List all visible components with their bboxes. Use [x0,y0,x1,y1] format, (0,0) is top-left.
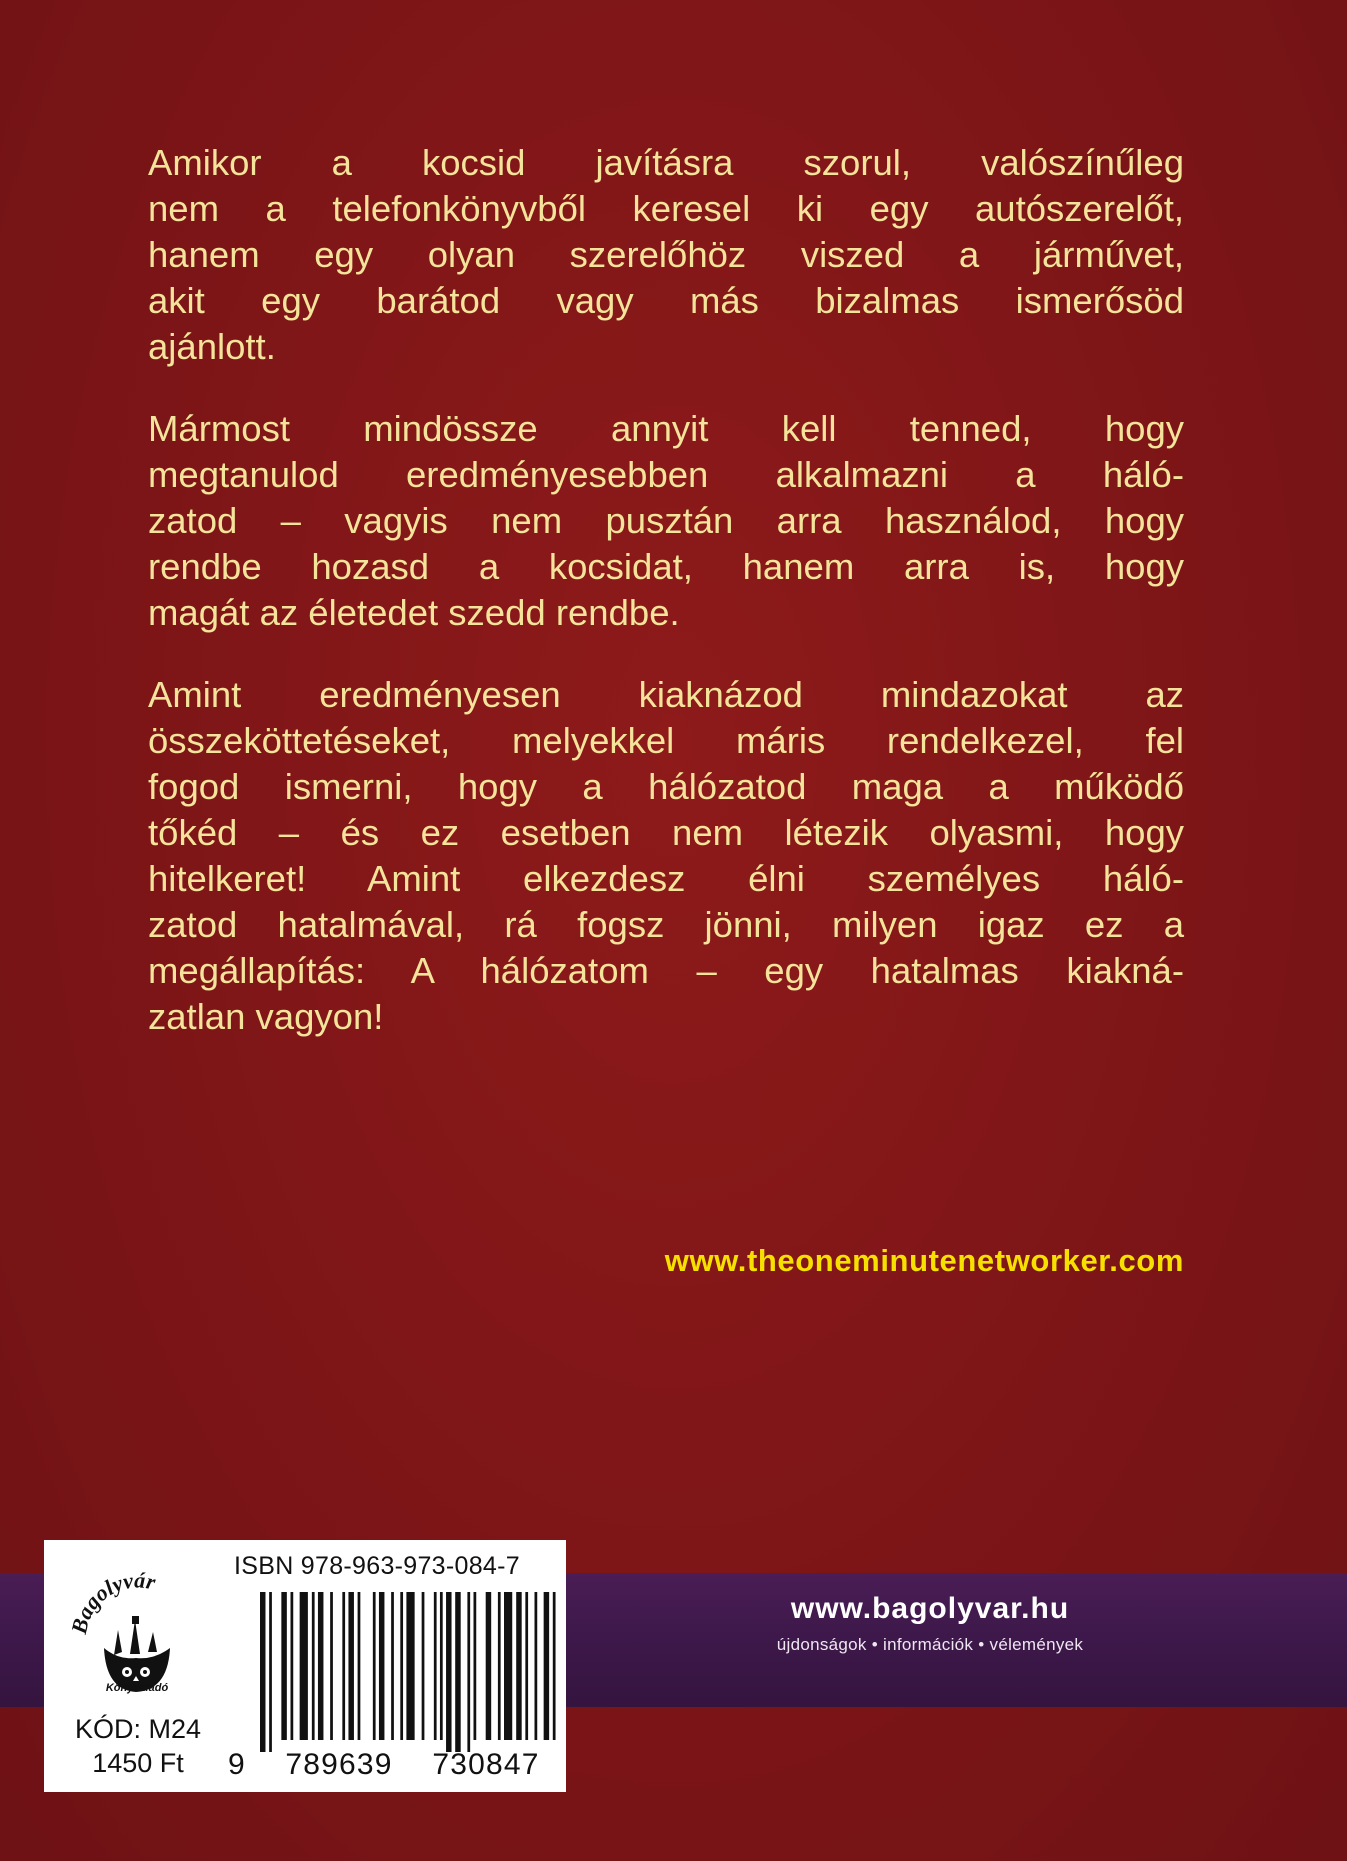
blurb-text [148,140,1184,1076]
barcode-bar [269,1592,272,1752]
blurb-line: fogod ismerni, hogy a hálózatod maga a működő [148,766,1184,807]
blurb-paragraph-2 [148,406,1184,636]
blurb-line: megállapítás: A hálózatom – egy hatalmas kiakná- [148,950,1184,991]
barcode-bar [434,1592,437,1740]
barcode-bar [467,1592,470,1752]
barcode-digits [228,1748,562,1782]
barcode-digit-first: 9 [228,1748,246,1781]
barcode-bar [260,1592,265,1752]
blurb-line: zatod hatalmával, rá fogsz jönni, milyen igaz ez a [148,904,1184,945]
blurb-line: zatod – vagyis nem pusztán arra használod, hogy [148,500,1184,541]
barcode-bar [455,1592,460,1752]
blurb-line: akit egy barátod vagy más bizalmas ismerősöd [148,280,1184,321]
book-website-link[interactable]: www.theoneminutenetworker.com [664,1243,1184,1278]
barcode-bar [391,1592,394,1740]
blurb-line: Amint eredményesen kiaknázod mindazokat az [148,674,1184,715]
blurb-line: Mármost mindössze annyit kell tenned, hogy [148,408,1184,449]
barcode-bar [474,1592,477,1740]
price: 1450 Ft [92,1748,184,1778]
barcode-bar [281,1592,286,1740]
barcode-digits-right: 730847 [432,1748,540,1781]
barcode-bar [544,1592,549,1740]
barcode-bar [422,1592,425,1740]
svg-text:Bagolyvár [66,1567,158,1637]
barcode-bar [406,1592,414,1740]
blurb-line: tőkéd – és ez esetben nem létezik olyasmi, hogy [148,812,1184,853]
product-code-price [58,1712,218,1780]
blurb-line: hanem egy olyan szerelőhöz viszed a járművet, [148,234,1184,275]
barcode-bar [312,1592,315,1740]
blurb-paragraph-3 [148,672,1184,1040]
barcode-bar [553,1592,556,1740]
blurb-line: zatlan vagyon! [148,996,384,1037]
product-code: KÓD: M24 [74,1714,202,1744]
barcode-bar [342,1592,345,1740]
barcode-bar [348,1592,353,1740]
blurb-line: nem a telefonkönyvből keresel ki egy autószerelőt, [148,188,1184,229]
barcode-bar [330,1592,333,1740]
barcode-bar [498,1592,501,1740]
barcode-digits-left: 789639 [285,1748,393,1781]
owl-castle-logo-icon [56,1560,216,1700]
blurb-line: összeköttetéseket, melyekkel máris rendelkezel, fel [148,720,1184,761]
publisher-tagline: újdonságok • információk • vélemények [776,1635,1084,1654]
blurb-line: rendbe hozasd a kocsidat, hanem arra is, hogy [148,546,1184,587]
barcode-bar [440,1592,443,1740]
barcode-bar [358,1592,361,1740]
blurb-line: magát az életedet szedd rendbe. [148,592,680,633]
barcode-bar [379,1592,384,1740]
barcode-bar [400,1592,403,1740]
barcode-bar [525,1592,528,1740]
blurb-line: ajánlott. [148,326,276,367]
isbn-label: ISBN 978-963-973-084-7 [234,1552,520,1580]
barcode-bar [291,1592,294,1740]
barcode-bar [486,1592,491,1740]
barcode-bar [373,1592,376,1740]
barcode-bar [318,1592,323,1740]
logo-name: Bagolyvár [66,1567,158,1637]
blurb-line: Amikor a kocsid javításra szorul, valószínűleg [148,142,1184,183]
publisher-website-link[interactable]: www.bagolyvar.hu [790,1592,1070,1625]
blurb-paragraph-1 [148,140,1184,370]
blurb-line: hitelkeret! Amint elkezdesz élni személyes háló- [148,858,1184,899]
barcode-bar [516,1592,521,1740]
barcode-icon [258,1592,556,1752]
barcode-bar [504,1592,512,1740]
barcode-bar [300,1592,308,1740]
blurb-line: megtanulod eredményesebben alkalmazni a háló- [148,454,1184,495]
barcode-bar [446,1592,451,1752]
barcode-bar [535,1592,538,1740]
logo-subtitle: Könyvkiadó [105,1682,169,1694]
